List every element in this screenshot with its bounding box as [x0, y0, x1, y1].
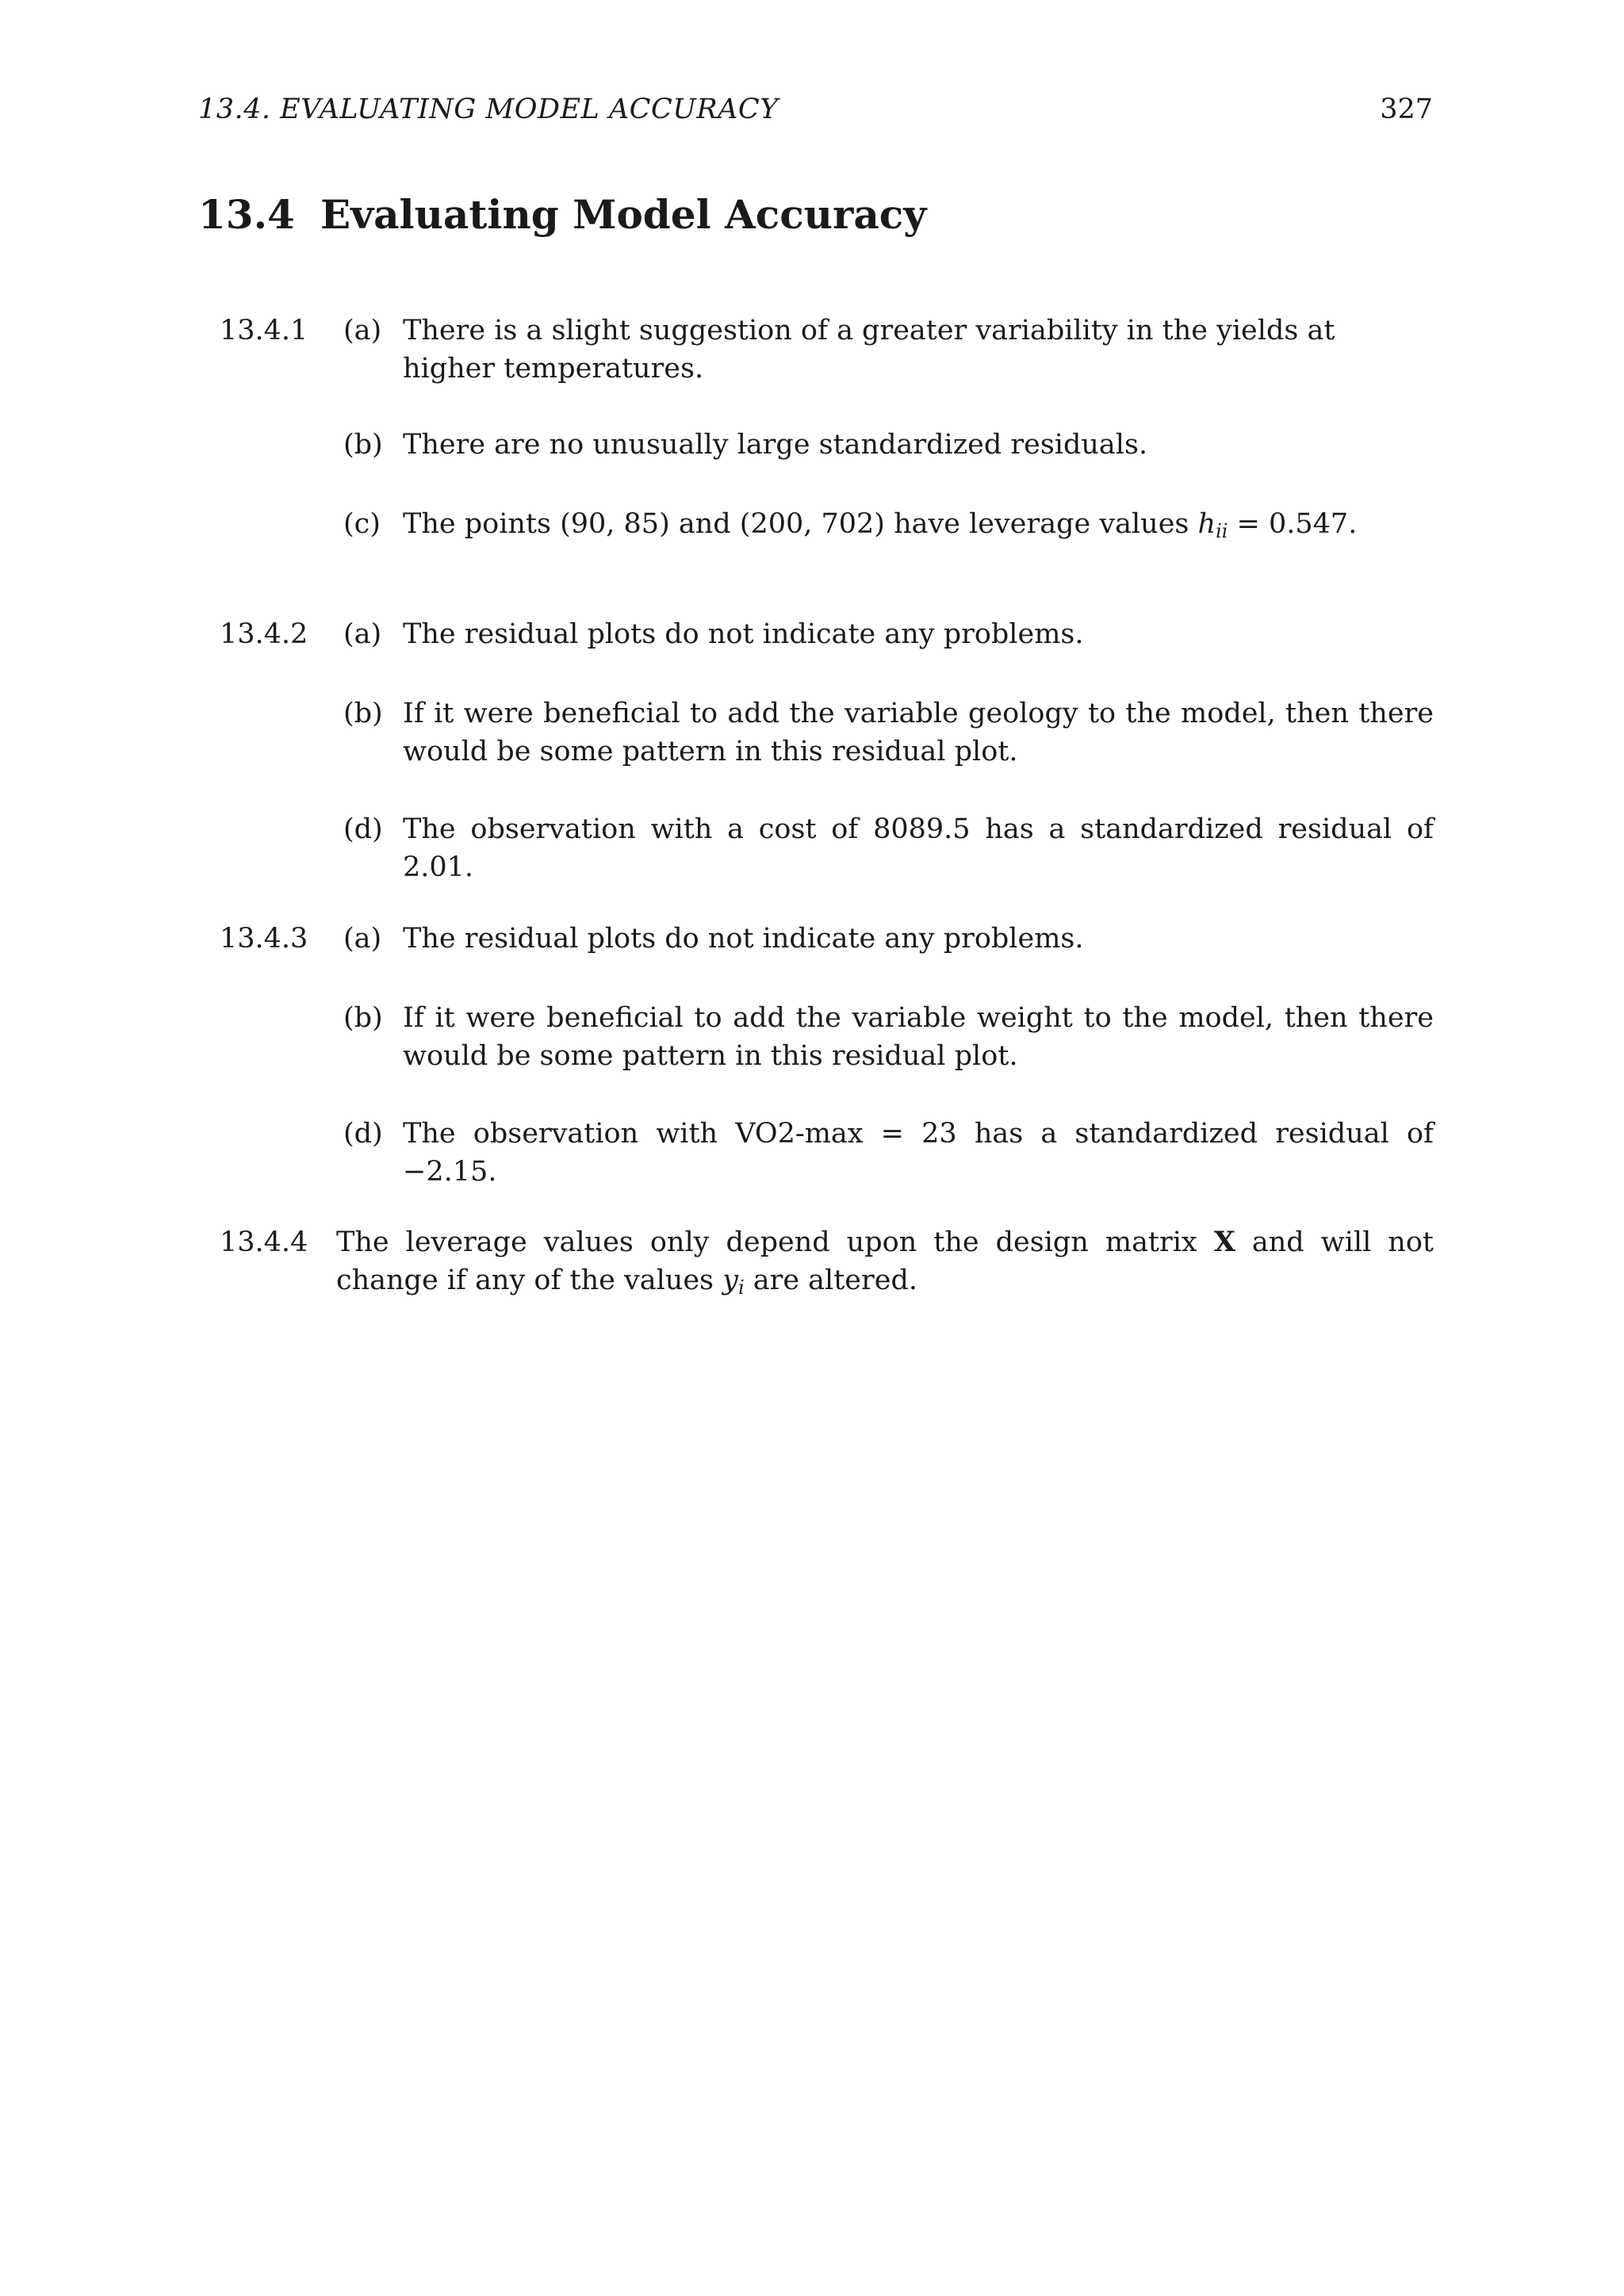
text-segment: = 0.547. — [1228, 508, 1358, 540]
text-segment: The leverage values only depend upon the design matrix — [336, 1226, 1214, 1258]
item-label: (d) — [343, 813, 383, 845]
page-number: 327 — [1380, 94, 1433, 125]
item-text: The observation with a cost of 8089.5 has a standardized residual of 2.01. — [403, 813, 1434, 883]
item-text: If it were beneficial to add the variable geology to the model, then there would be some pattern in this residual plot. — [403, 698, 1434, 767]
item-text: The observation with VO2-max = 23 has a standardized residual of −2.15. — [403, 1118, 1434, 1188]
item-text: There are no unusually large standardized residuals. — [403, 429, 1148, 461]
running-title: 13.4. EVALUATING MODEL ACCURACY — [198, 94, 779, 125]
math-subscript: i — [737, 1276, 745, 1299]
item-text-with-math — [403, 505, 1434, 543]
item-text: If it were beneficial to add the variable weight to the model, then there would be some pattern in this residual plot. — [403, 1002, 1434, 1072]
math-variable: h — [1197, 508, 1216, 540]
item-label: (b) — [343, 698, 383, 729]
item-label: (a) — [343, 315, 382, 346]
item-label: (b) — [343, 429, 383, 461]
exercise-number: 13.4.2 — [220, 618, 308, 650]
item-text: The residual plots do not indicate any problems. — [403, 923, 1084, 955]
exercise-number: 13.4.1 — [220, 315, 308, 346]
math-subscript: ii — [1216, 520, 1228, 542]
section-heading — [198, 187, 926, 243]
math-variable: y — [722, 1265, 738, 1296]
item-label: (a) — [343, 618, 382, 650]
item-label: (b) — [343, 1002, 383, 1034]
item-text: There is a slight suggestion of a greater variability in the yields at higher temperatures. — [403, 315, 1335, 385]
section-number: 13.4 — [198, 191, 295, 238]
exercise-number: 13.4.4 — [220, 1226, 308, 1258]
running-header — [198, 94, 1433, 128]
text-segment: are altered. — [744, 1265, 917, 1296]
item-label: (c) — [343, 508, 381, 540]
text-segment: The points (90, 85) and (200, 702) have leverage values — [403, 508, 1198, 540]
item-label: (a) — [343, 923, 382, 955]
bold-matrix-symbol: X — [1213, 1226, 1235, 1258]
section-title: Evaluating Model Accuracy — [320, 191, 927, 238]
exercise-text-with-math — [336, 1223, 1434, 1299]
text-segment: and will not change if any of the values — [336, 1226, 1434, 1296]
item-text: The residual plots do not indicate any problems. — [403, 618, 1084, 650]
exercise-number: 13.4.3 — [220, 923, 308, 955]
item-label: (d) — [343, 1118, 383, 1150]
